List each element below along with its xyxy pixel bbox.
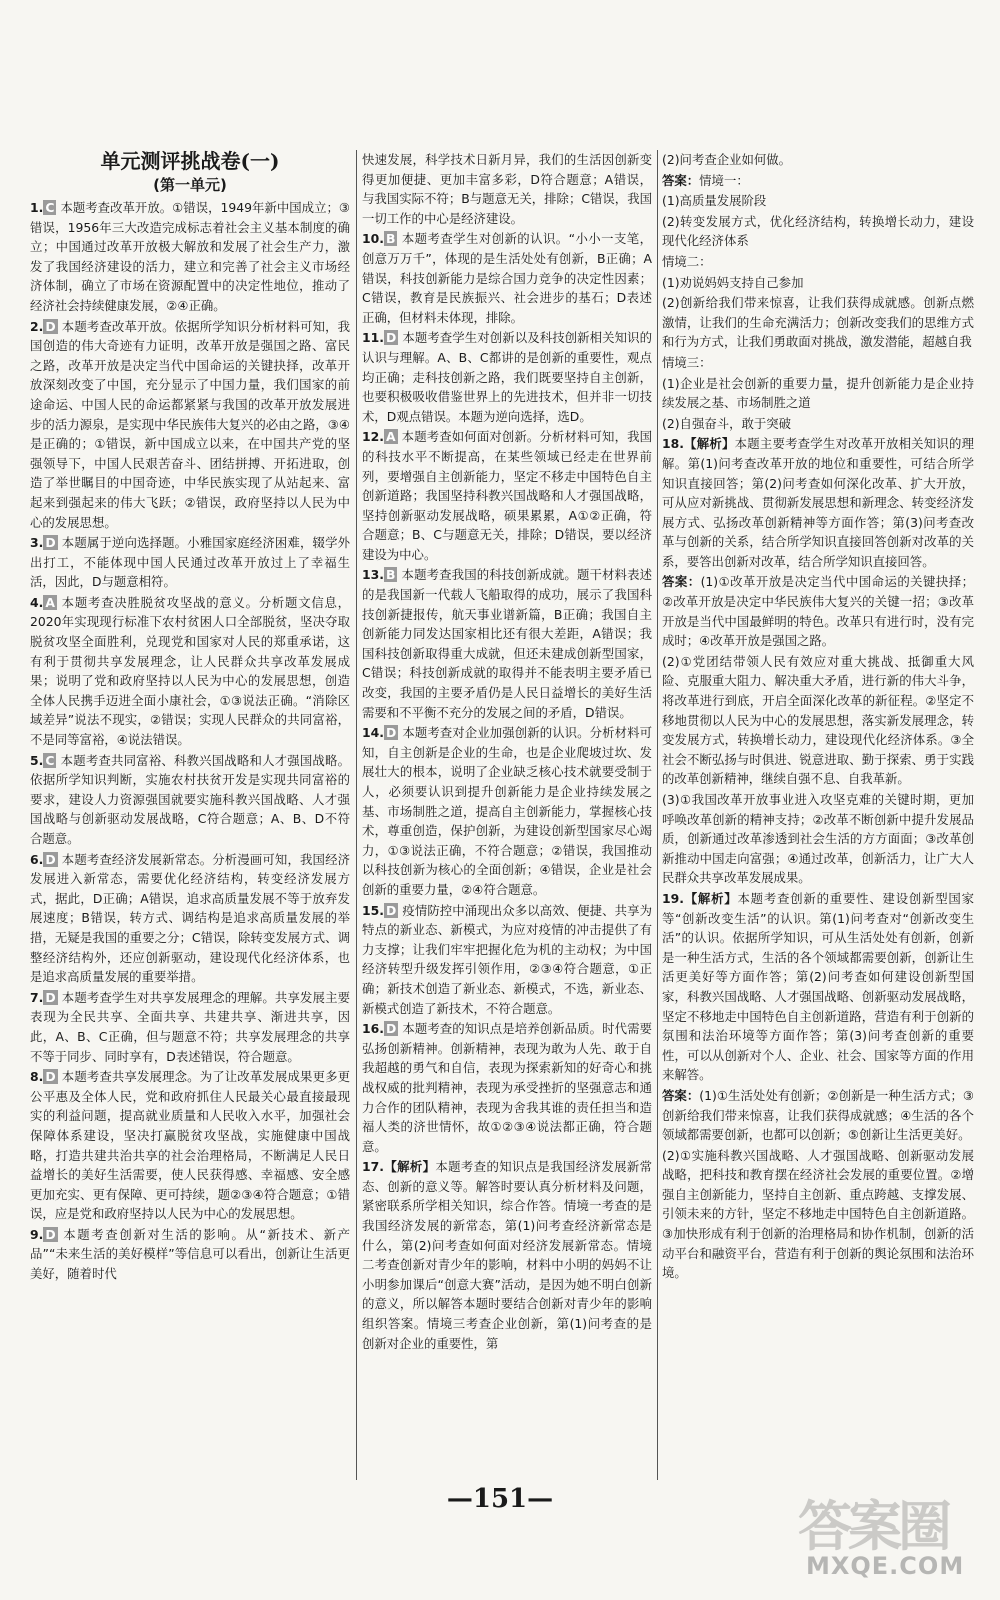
question-number: 9. [30,1226,44,1242]
answer-text: (2)问考查企业如何做。 [662,152,792,167]
answer-line [662,1146,974,1283]
answer-line [662,790,974,888]
question-number: 19. [662,890,684,906]
page-subtitle: (第一单元) [153,176,227,194]
question-item [662,889,974,1085]
answer-text: (2)①实施科教兴国战略、人才强国战略、创新驱动发展战略，把科技和教育摆在经济社会发展的重要位置。②增强自主创新能力，坚持自主创新、重点跨越、支撑发展、引领未来的方针，坚定不移地走中国特色自主创新道路。③加快形成有利于创新的治理格局和协作机制，创新的活动平台和融资平台，营造有利于创新的舆论氛围和法治环境。 [662,1147,974,1281]
answer-text: 情境三： [662,354,712,370]
answer-label: 答案： [662,574,701,590]
question-item [30,850,350,987]
question-number: 5. [30,752,44,768]
answer-text: (3)①我国改革开放事业进入攻坚克难的关键时期，更加呼唤改革创新的精神支持；②改革不断创新中提升发展品质，创新通过改革渗透到社会生活的方方面面；③改革创新推动中国走向富强；④通过改革，创新活力，让广大人民群众共享改革发展成果。 [662,792,974,886]
question-explanation: 本题考查共同富裕、科教兴国战略和人才强国战略。依据所学知识判断，实施农村扶贫开发是实现共同富裕的要求，建设人力资源强国就要实施科教兴国战略、人才强国战略与创新驱动发展战略，C符合题意；A、B、D不符合题意。 [30,752,350,846]
question-number: 14. [362,725,384,741]
question-explanation: 本题考查决胜脱贫攻坚战的意义。分析题文信息，2020年实现现行标准下农村贫困人口全部脱贫，坚决夺取脱贫攻坚全面胜利，兑现党和国家对人民的郑重承诺，这有利于贯彻共享发展理念，让人民群众共享改革发展成果；说明了党和政府坚持以人民为中心的发展思想，创造全体人民携手迈进全面小康社会，①③说法正确。“消除区域差异”说法不现实，②错误；实现人民群众的共同富裕，不是同等富裕，④说法错误。 [30,594,350,748]
watermark-site: MXQE.COM [806,1552,965,1580]
question-number: 18. [662,436,684,452]
answer-choice-badge: B [385,567,396,583]
answer-text: (1)劝说妈妈支持自己参加 [662,274,804,290]
answer-text: (2)①党团结带领人民有效应对重大挑战、抵御重大风险、克服重大阻力、解决重大矛盾，进行新的伟大斗争，将改革进行到底，开启全面深化改革的新征程。②坚定不移地贯彻以人民为中心的发展思想，落实新发展理念，转变发展方式，转换增长动力，建设现代化经济体系。③全社会不断弘扬与时俱进、锐意进取、勤于探索、勇于实践的改革创新精神，继续自强不息、自我革新。 [662,653,974,787]
question-item [30,593,350,750]
answer-text: 情境一： [699,172,749,188]
column-divider [356,150,357,1480]
answer-text: (2)自强奋斗，敢于突破 [662,415,792,431]
question-list [30,198,350,1284]
question-explanation: 本题考查对企业加强创新的认识。分析材料可知，自主创新是企业的生命，也是企业爬坡过坎、发展壮大的根本，说明了企业缺乏核心技术就要受制于人，必须要认识到提升创新能力是企业持续发展之基、市场制胜之道，提高自主创新能力，掌握核心技术，尊重创造，保护创新，为建设创新型国家尽心竭力，①③说法正确，不符合题意；②错误，我国推动以科技创新为核心的全面创新；④错误，企业是社会创新的重要力量，②④符合题意。 [362,725,652,897]
question-explanation: 本题考查创新对生活的影响。从“新技术、新产品”“未来生活的美好模样”等信息可以看出，创新让生活更美好，随着时代 [30,1226,350,1282]
question-number: 13. [362,567,384,583]
question-explanation: 本题考查学生对创新的认识。“小小一支笔，创意万万千”，体现的是生活处处有创新，B正确；A错误，科技创新能力是综合国力竞争的决定性因素；C错误，教育是民族振兴、社会进步的基石；D表述正确，但材料未体现，排除。 [362,231,652,325]
watermark-logo [792,1476,982,1586]
answer-text: 本题考查创新的重要性、建设创新型国家等“创新改变生活”的认识。第(1)问考查对“创新改变生活”的认识。依据所学知识，可从生活处处有创新，创新是一种生活方式，生活的各个领域都需要创新，创新让生活更美好等方面作答；第(2)问考查如何建设创新型国家，科教兴国战略、人才强国战略、创新驱动发展战略，坚定不移地走中国特色自主创新道路，营造有利于创新的氛围和法治环境等方面作答；第(3)问考查创新的重要性，可以从创新对个人、企业、社会、国家等方面的作用来解答。 [662,890,975,1083]
question-item [362,150,652,228]
answer-line [662,212,974,251]
question-explanation: 本题考查的知识点是我国经济发展新常态、创新的意义等。解答时要认真分析材料及问题，紧密联系所学相关知识，综合作答。情境一考查的是我国经济发展的新常态，第(1)问考查经济新常态是什么，第(2)问考查如何面对经济发展新常态。情境二考查创新对青少年的影响，材料中小明的妈妈不让小明参加课后“创意大赛”活动，是因为她不明白创新的意义，所以解答本题时要结合创新对青少年的影响组织答案。情境三考查企业创新，第(1)问考查的是创新对企业的重要性，第 [362,1159,653,1351]
question-item [662,434,974,571]
column-divider [657,150,658,1480]
question-item [362,229,652,327]
question-explanation: 本题考查如何面对创新。分析材料可知，我国的科技水平不断提高，在某些领域已经走在世界前列，要增强自主创新能力，坚定不移走中国特色自主创新道路；我国坚持科教兴国战略和人才强国战略，坚持创新驱动发展战略，硕果累累，A①②正确，符合题意；B、C与题意无关，排除；D错误，要以经济建设为中心。 [362,429,652,562]
question-number: 11. [362,330,384,346]
page-title: 单元测评挑战卷(一) [100,149,280,173]
answer-choice-badge: D [45,851,56,867]
question-item [30,988,350,1066]
question-number: 2. [30,318,44,334]
answer-list [662,150,974,1283]
answer-choice-badge: D [385,902,397,918]
answer-line [662,374,974,413]
analysis-tag: 【解析】 [683,890,738,906]
answer-text: 本题主要考查学生对改革开放相关知识的理解。第(1)问考查改革开放的地位和重要性，可结合所学知识直接回答；第(2)问考查如何深化改革、扩大开放，可从应对新挑战、贯彻新发展思想和新理念、转变经济发展方式、弘扬改革创新精神等方面作答；第(3)问考查改革与创新的关系，结合所学知识直接回答创新对改革的关系，要答出创新对改革，结合所学知识直接回答。 [662,436,975,569]
answer-choice-badge: D [45,1069,56,1085]
answer-choice-badge: A [385,429,396,445]
answer-line [662,191,974,211]
question-list [362,150,652,1353]
answer-choice-badge: B [385,231,396,247]
answer-choice-badge: C [45,752,55,768]
question-number: 8. [30,1069,44,1085]
answer-choice-badge: D [45,1226,56,1242]
question-number: 1. [30,200,44,215]
answer-line [662,572,974,650]
answer-choice-badge: D [385,725,397,741]
answer-line [662,353,974,373]
watermark-glyph: 答案圈 [798,1495,948,1558]
answer-line [662,171,974,191]
question-item [362,1157,652,1353]
question-explanation: 本题考查改革开放。依据所学知识分析材料可知，我国创造的伟大奇迹有力证明，改革开放是强国之路、富民之路，改革开放是决定当代中国命运的关键抉择，改革开放深刻改变了中国，充分显示了中国力量，我们国家的前途命运、中国人民的命运都紧紧与我国的改革开放发展进步的活力源泉，是实现中华民族伟大复兴的必由之路，③④是正确的；①错误，新中国成立以来，在中国共产党的坚强领导下，中国人民艰苦奋斗、团结拼搏、开拓进取，创造了举世瞩目的中国奇迹，中华民族实现了从站起来、富起来到强起来的伟大飞跃；②错误，政府坚持以人民为中心的发展思想。 [30,318,350,530]
question-explanation: 快速发展，科学技术日新月异，我们的生活因创新变得更加便捷、更加丰富多彩，D符合题意；A错误，与我国实际不符；B与题意无关，排除；C错误，我国一切工作的中心是经济建设。 [362,152,652,226]
question-explanation: 本题考查学生对共享发展理念的理解。共享发展主要表现为全民共享、全面共享、共建共享、渐进共享，因此，A、B、C正确，但与题意不符；共享发展理念的共享不等于同步、同时享有，D表述错误，符合题意。 [30,989,350,1064]
question-explanation: 本题考查共享发展理念。为了让改革发展成果更多更公平惠及全体人民，党和政府抓住人民最关心最直接最现实的利益问题，提高就业质量和人民收入水平，加强社会保障体系建设，坚决打赢脱贫攻坚战，实施健康中国战略，打造共建共治共享的社会治理格局，不断满足人民日益增长的美好生活需要，使人民获得感、幸福感、安全感更加充实、更有保障、更可持续，题②③④符合题意；①错误，应是党和政府坚持以人民为中心的发展思想。 [30,1069,350,1222]
answer-choice-badge: A [45,594,55,610]
answer-line [662,652,974,789]
page-number: —151— [446,1484,554,1514]
answer-label: 答案： [662,1087,700,1103]
question-number: 15. [362,902,384,918]
question-explanation: 本题考查我国的科技创新成就。题干材料表述的是我国新一代载人飞船取得的成功，展示了我国科技创新捷报传，航天事业谱新篇，B正确；我国自主创新能力同发达国家相比还有很大差距，A错误；我国科技创新取得重大成就，但还未建成创新型国家，C错误；科技创新成就的取得并不能表明主要矛盾已改变，我国的主要矛盾仍是人民日益增长的美好生活需要和不平衡不充分的发展之间的矛盾，D错误。 [362,567,652,720]
question-number: 12. [362,429,384,445]
question-number: 4. [30,594,44,610]
question-item [30,1225,350,1284]
question-number: 17. [362,1159,384,1175]
question-explanation: 本题考查的知识点是培养创新品质。时代需要弘扬创新精神。创新精神，表现为敢为人先、敢于自我超越的勇气和自信，表现为探索新知的好奇心和挑战权威的批判精神，表现为承受挫折的坚强意志和通力合作的团队精神，表现为舍我其谁的责任担当和造福人类的济世情怀，故①②③④说法都正确，符合题意。 [362,1021,652,1154]
analysis-tag: 【解析】 [683,436,735,452]
answer-label: 答案： [662,172,700,188]
question-item [30,751,350,849]
answer-choice-badge: D [45,318,56,334]
analysis-tag: 【解析】 [383,1159,436,1175]
answer-text: (2)转变发展方式，优化经济结构，转换增长动力，建设现代化经济体系 [662,213,974,249]
question-number: 16. [362,1021,384,1037]
question-explanation: 本题考查改革开放。①错误，1949年新中国成立；③错误，1956年三大改造完成标志着社会主义基本制度的确立；中国通过改革开放极大解放和发展了社会生产力，激发了我国经济建设的活力，建立和完善了社会主义市场经济体制，确立了市场在资源配置中的决定性地位，推动了经济社会持续健康发展，②④正确。 [30,200,350,313]
answer-choice-badge: D [385,330,397,346]
question-explanation: 本题属于逆向选择题。小雅国家庭经济困难，辍学外出打工，不能体现中国人民通过改革开放过上了幸福生活，因此，D与题意相符。 [30,535,350,590]
question-item [362,723,652,899]
question-item [362,427,652,564]
answer-line [662,150,974,170]
answer-choice-badge: D [45,535,56,551]
question-number: 3. [30,535,44,551]
question-item [30,1067,350,1224]
answer-text: (1)高质量发展阶段 [662,193,767,209]
answer-text: (2)创新给我们带来惊喜，让我们获得成就感。创新点燃激情，让我们的生命充满活力；创新改变我们的思维方式和行为方式，让我们勇敢面对挑战，激发潜能，超越自我 [662,295,974,350]
question-explanation: 本题考查经济发展新常态。分析漫画可知，我国经济发展进入新常态，需要优化经济结构，转变经济发展方式，据此，D正确；A错误，追求高质量发展不等于放弃发展速度；B错误，转方式、调结构是追求高质量发展的举措，无疑是我国的重要之分；C错误，除转变发展方式、调整经济结构外，还应创新驱动，建设现代化经济体系，也是追求高质量发展的重要举措。 [30,851,350,985]
column-middle [362,150,652,1354]
answer-text: (1)①改革开放是决定当代中国命运的关键抉择；②改革开放是决定中华民族伟大复兴的关键一招；③改革开放是当代中国最鲜明的特色。改革只有进行时，没有完成时；④改革开放是强国之路。 [662,574,974,649]
answer-text: (1)企业是社会创新的重要力量，提升创新能力是企业持续发展之基、市场制胜之道 [662,375,974,411]
answer-choice-badge: D [385,1021,397,1037]
answer-text: (1)①生活处处有创新；②创新是一种生活方式；③创新给我们带来惊喜，让我们获得成就感；④生活的各个领域都需要创新，也都可以创新；⑤创新让生活更美好。 [662,1087,974,1143]
column-left [30,148,350,1285]
question-item [362,565,652,722]
answer-line [662,414,974,434]
question-number: 10. [362,231,384,247]
answer-choice-badge: D [45,989,56,1005]
answer-line [662,293,974,352]
question-explanation: 本题考查学生对创新以及科技创新相关知识的认识与理解。A、B、C都讲的是创新的重要性，观点均正确；走科技创新之路，我们既要坚持自主创新，也要积极吸收借鉴世界上的先进技术，但并非一切技术，D观点错误。本题为逆向选择，选D。 [362,330,652,424]
question-item [30,198,350,316]
answer-choice-badge: C [45,200,55,215]
question-item [30,533,350,592]
question-item [362,328,652,426]
answer-line [662,1086,974,1145]
question-item [362,1019,652,1156]
question-item [30,317,350,533]
column-right [662,150,974,1284]
answer-line [662,252,974,272]
answer-text: 情境二： [662,253,712,269]
question-explanation: 疫情防控中涌现出众多以高效、便捷、共享为特点的新业态、新模式，为应对疫情的冲击提供了有力支撑；让我们牢牢把握化危为机的主动权；为中国经济转型升级发挥引领作用，②③④符合题意，①正确；新技术创造了新业态、新模式，不选，新业态、新模式创造了新技术，不符合题意。 [362,902,652,1016]
question-number: 6. [30,851,44,867]
question-item [362,901,652,1019]
question-number: 7. [30,989,44,1005]
answer-line [662,273,974,293]
